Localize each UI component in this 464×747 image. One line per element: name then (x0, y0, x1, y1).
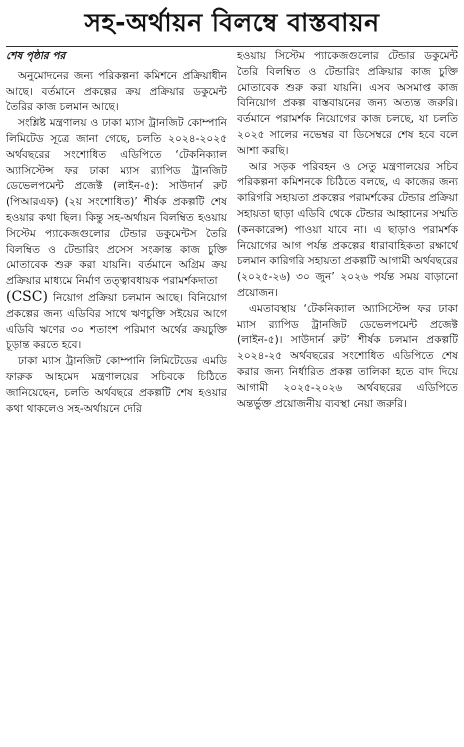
paragraph: ঢাকা ম্যাস ট্রানজিট কোম্পানি লিমিটেডের এমডি ফারুক আহমেদ মন্ত্রণালয়ের সচিবকে চিঠিতে জানিয়েছেন, চলতি অর্থবছরে প্রকল্পটি শেষ হওয়ার কথা থাকলেও সহ-অর্থায়নে দেরি (6, 355, 227, 415)
csc-label: (CSC) (6, 288, 48, 305)
article-body (6, 49, 458, 735)
headline-divider (6, 46, 458, 47)
paragraph: সংশ্লিষ্ট মন্ত্রণালয় ও ঢাকা ম্যাস ট্রানজিট কোম্পানি লিমিটেড সূত্রে জানা গেছে, চলতি ২০২৪-২০২৫ অর্থবছরের সংশোধিত এডিপিতে ‘টেকনিক্যাল অ্যাসিস্টেন্স ফর ঢাকা ম্যাস র‌্যাপিড ট্রানজিট ডেভেলপমেন্ট প্রজেক্ট (লাইন-৫): সাউদার্ন রুট (পিআরএফ) (২য় সংশোধিত)’ শীর্ষক প্রকল্পটি শেষ হওয়ার কথা ছিল। কিন্তু সহ-অর্থায়ন বিলম্বিত হওয়ায় সিস্টেম প্যাকেজগুলোর টেন্ডার ডকুমেন্টস তৈরি বিলম্বিত ও টেন্ডারিং প্রসেস সংক্রান্ত কাজ চুক্তি মোতাবেক শুরু করা যায়নি। বর্তমানে অগ্রিম ক্রয় প্রক্রিয়ার মাধ্যমে নির্মাণ তত্ত্বাবধায়ক পরামর্শকদাতা (6, 117, 227, 288)
article-column-left (6, 49, 227, 735)
continuation-kicker: শেষ পৃষ্ঠার পর (6, 50, 66, 62)
paragraph: এমতাবস্থায় ‘টেকনিক্যাল অ্যাসিস্টেন্স ফর ঢাকা ম্যাস র‌্যাপিড ট্রানজিট ডেভেলপমেন্ট প্রজেক্ট (লাইন-৫)। সাউদার্ন রুট’ শীর্ষক চলমান প্রকল্পটি ২০২৪-২৫ অর্থবছরের সংশোধিত এডিপিতে শেষ করার জন্য নির্ধারিত প্রকল্প তালিকা হতে বাদ দিয়ে আগামী ২০২৫-২০২৬ অর্থবছরের এডিপিতে অন্তর্ভুক্ত প্রয়োজনীয় ব্যবস্থা নেয়া জরুরি। (237, 302, 458, 410)
article-column-right (237, 49, 458, 735)
paragraph (6, 290, 227, 354)
paragraph: হওয়ায় সিস্টেম প্যাকেজগুলোর টেন্ডার ডকুমেন্ট তৈরি বিলম্বিত ও টেন্ডারিং প্রক্রিয়ার কাজ চুক্তি মোতাবেক শুরু করা যায়নি। এসব অসমাপ্ত কাজ বিনিয়োগ প্রকল্প বাস্তবায়নের জন্য অত্যন্ত জরুরি। বর্তমানে পরামর্শক নিয়োগের কাজ চলছে, যা চলতি ২০২৫ সালের নভেম্বর বা ডিসেম্বরে শেষ হবে বলে আশা করছি। (237, 50, 458, 157)
paragraph: আর সড়ক পরিবহন ও সেতু মন্ত্রণালয়ের সচিব পরিকল্পনা কমিশনকে চিঠিতে বলছে, এ কাজের জন্য কারিগরি সহায়তা প্রকল্পের পরামর্শকের টেন্ডার প্রক্রিয়া সহায়তা ছাড়া এডিবি থেকে টেন্ডার আহ্বানের সম্মতি (কনকারেন্স) পাওয়া যাবে না। এ ছাড়াও পরামর্শক নিয়োগের আগ পর্যন্ত প্রকল্পের ধারাবাহিকতা রক্ষার্থে চলমান কারিগরি সহায়তা প্রকল্পটি আগামী অর্থবছরের (২০২৫-২৬) ৩০ জুন’ ২০২৬ পর্যন্ত সময় বাড়ানো প্রয়োজন। (237, 160, 458, 299)
paragraph: অনুমোদনের জন্য পরিকল্পনা কমিশনে প্রক্রিয়াধীন আছে। বর্তমানে প্রকল্পের ক্রয় প্রক্রিয়ার ডকুমেন্ট তৈরির কাজ চলমান আছে। (6, 69, 227, 114)
paragraph-text: নিয়োগ প্রক্রিয়া চলমান আছে। বিনিয়োগ প্রকল্পের জন্য এডিবির সাথে ঋণচুক্তি সইয়ের আগে এডিবি ঋণের ৩০ শতাংশ পরিমাণ অর্থের ক্রয়চুক্তি চূড়ান্ত করতে হবে। (6, 291, 227, 352)
article-headline: সহ-অর্থায়ন বিলম্বে বাস্তবায়ন (84, 8, 380, 37)
